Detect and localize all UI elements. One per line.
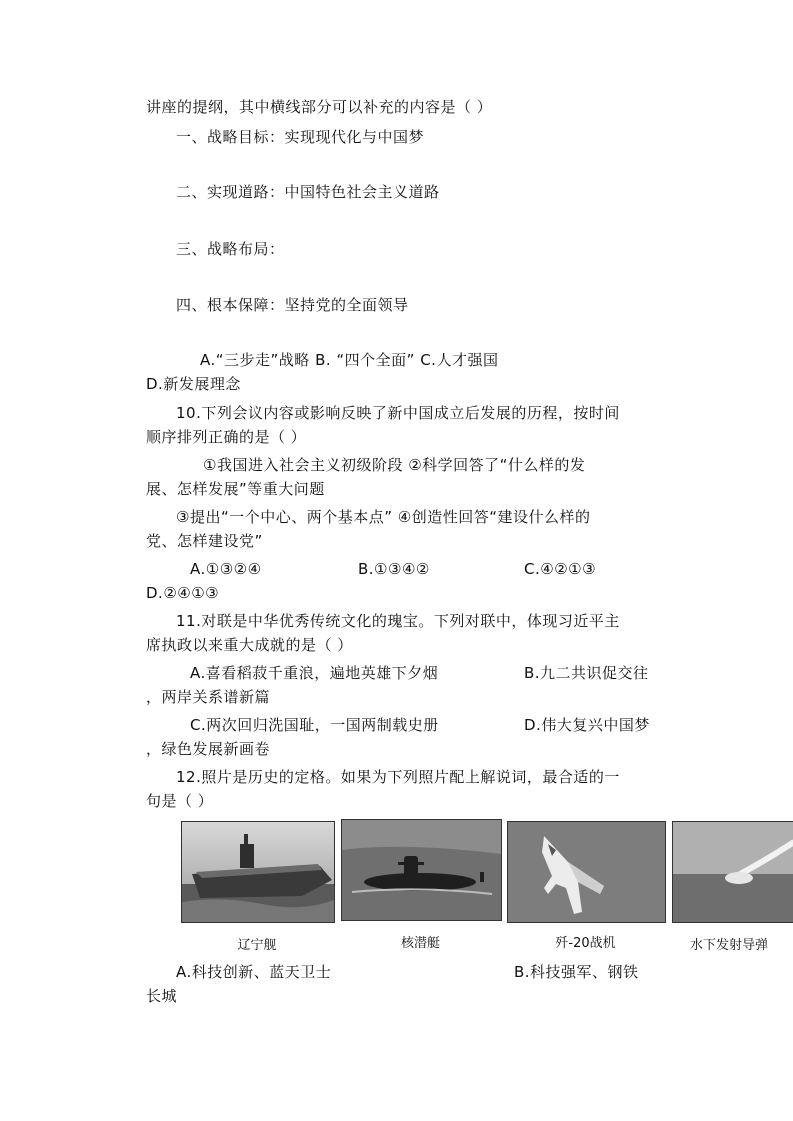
q11-stem-2: 席执政以来重大成就的是（ ） xyxy=(146,636,353,654)
q10-option-d: D.②④①③ xyxy=(146,584,220,602)
j20-fighter-photo xyxy=(507,821,666,923)
q9-outline-1: 一、战略目标：实现现代化与中国梦 xyxy=(176,128,425,146)
q10-items-3: ③提出“一个中心、两个基本点” ④创造性回答“建设什么样的 xyxy=(176,508,591,526)
q12-option-b: B.科技强军、钢铁 xyxy=(514,963,639,981)
q10-items-4: 党、怎样建设党” xyxy=(146,532,263,550)
q9-outline-3: 三、战略布局： xyxy=(176,240,285,258)
q9-options: A.“三步走”战略 B. “四个全面” C.人才强国 xyxy=(200,351,499,369)
underwater-missile-photo xyxy=(672,821,793,923)
q11-option-b-cont: ，两岸关系谱新篇 xyxy=(146,688,271,706)
nuclear-submarine-photo xyxy=(341,819,502,921)
caption-j20: 歼-20战机 xyxy=(555,936,616,951)
q10-stem-1: 10.下列会议内容或影响反映了新中国成立后发展的历程，按时间 xyxy=(176,404,620,422)
q11-option-c: C.两次回归洗国耻，一国两制载史册 xyxy=(190,716,439,734)
q11-option-a: A.喜看稻菽千重浪，遍地英雄下夕烟 xyxy=(190,664,439,682)
q12-stem-2: 句是（ ） xyxy=(146,792,214,810)
q9-stem: 讲座的提纲，其中横线部分可以补充的内容是（ ） xyxy=(146,98,493,116)
q10-items-1: ①我国进入社会主义初级阶段 ②科学回答了“什么样的发 xyxy=(203,456,586,474)
liaoning-carrier-photo xyxy=(181,821,335,923)
q11-option-d: D.伟大复兴中国梦 xyxy=(524,716,650,734)
q12-option-b-cont: 长城 xyxy=(146,987,178,1005)
q9-outline-4: 四、根本保障：坚持党的全面领导 xyxy=(176,296,409,314)
q9-option-d: D.新发展理念 xyxy=(146,375,241,393)
q10-option-b: B.①③④② xyxy=(358,560,430,578)
q9-outline-2: 二、实现道路：中国特色社会主义道路 xyxy=(176,183,440,201)
q12-stem-1: 12.照片是历史的定格。如果为下列照片配上解说词，最合适的一 xyxy=(176,768,620,786)
q10-option-a: A.①③②④ xyxy=(190,560,262,578)
q11-option-b: B.九二共识促交往 xyxy=(524,664,649,682)
q12-option-a: A.科技创新、蓝天卫士 xyxy=(176,963,332,981)
q10-option-c: C.④②①③ xyxy=(524,560,597,578)
caption-missile: 水下发射导弹 xyxy=(690,938,769,953)
q10-stem-2: 顺序排列正确的是（ ） xyxy=(146,428,307,446)
q11-stem-1: 11.对联是中华优秀传统文化的瑰宝。下列对联中，体现习近平主 xyxy=(176,612,620,630)
q11-option-d-cont: ，绿色发展新画卷 xyxy=(146,740,271,758)
q10-items-2: 展、怎样发展”等重大问题 xyxy=(146,480,325,498)
caption-liaoning: 辽宁舰 xyxy=(237,938,277,953)
caption-submarine: 核潜艇 xyxy=(400,936,440,951)
